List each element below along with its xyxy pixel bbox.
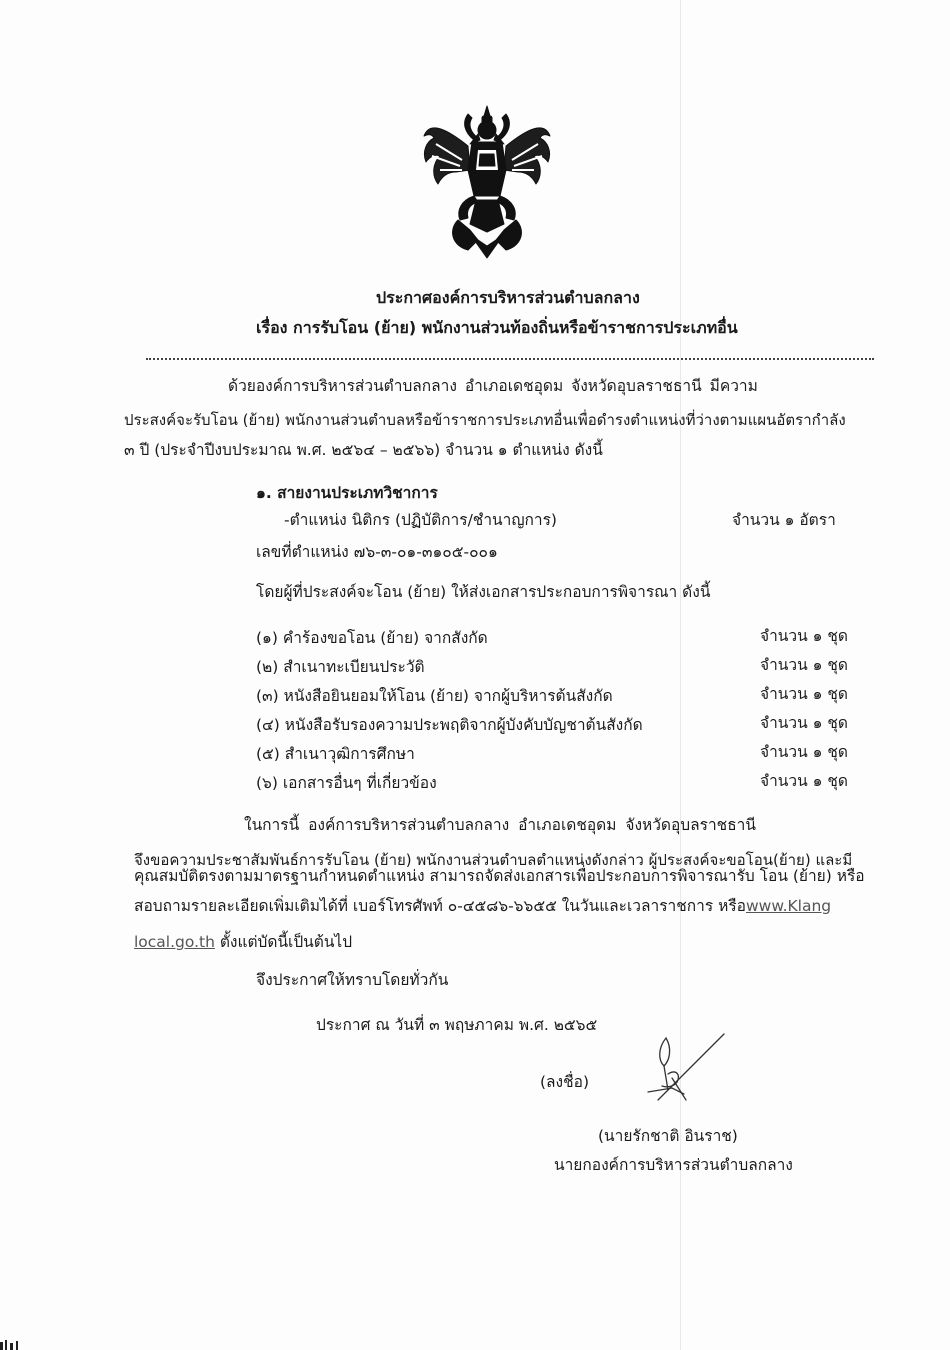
documents-intro: โดยผู้ที่ประสงค์จะโอน (ย้าย) ให้ส่งเอกสารประกอบการพิจารณา ดังนี้ [256, 583, 711, 601]
closing-line-4 [134, 896, 831, 916]
closing-line-3: คุณสมบัติตรงตามมาตรฐานกำหนดตำแหน่ง สามารถจัดส่งเอกสารเพื่อประกอบการพิจารณารับ โอน (ย้าย) หรือ [134, 867, 865, 885]
closing-line-5-text: ตั้งแต่บัดนี้เป็นต้นไป [214, 933, 353, 951]
closing-line-1: ในการนี้ องค์การบริหารส่วนตำบลกลาง อำเภอเดชอุดม จังหวัดอุบลราชธานี [244, 816, 756, 834]
intro-line-1: ด้วยองค์การบริหารส่วนตำบลกลาง อำเภอเดชอุดม จังหวัดอุบลราชธานี มีความ [228, 377, 758, 395]
document-item-label: (๖) เอกสารอื่นๆ ที่เกี่ยวข้อง [256, 774, 437, 792]
document-item-count: จำนวน ๑ ชุด [760, 656, 848, 674]
position-count: จำนวน ๑ อัตรา [732, 511, 836, 529]
announce-date: ประกาศ ณ วันที่ ๓ พฤษภาคม พ.ศ. ๒๕๖๕ [316, 1016, 598, 1034]
document-item-label: (๕) สำเนาวุฒิการศึกษา [256, 745, 415, 763]
document-item-label: (๑) คำร้องขอโอน (ย้าย) จากสังกัด [256, 629, 488, 647]
closing-line-5 [134, 932, 352, 952]
position-heading: ๑. สายงานประเภทวิชาการ [256, 484, 438, 502]
document-item-count: จำนวน ๑ ชุด [760, 685, 848, 703]
intro-line-3: ๓ ปี (ประจำปีงบประมาณ พ.ศ. ๒๕๖๔ – ๒๕๖๖) จำนวน ๑ ตำแหน่ง ดังนี้ [124, 441, 603, 459]
document-item-label: (๔) หนังสือรับรองความประพฤติจากผู้บังคับบัญชาต้นสังกัด [256, 716, 643, 734]
signatory-name: (นายรักชาติ อินราช) [598, 1127, 738, 1145]
position-name: -ตำแหน่ง นิติกร (ปฏิบัติการ/ชำนาญการ) [284, 511, 557, 529]
document-item-count: จำนวน ๑ ชุด [760, 743, 848, 761]
announcement-subject: เรื่อง การรับโอน (ย้าย) พนักงานส่วนท้องถิ่นหรือข้าราชการประเภทอื่น [256, 318, 738, 337]
announce-line: จึงประกาศให้ทราบโดยทั่วกัน [256, 971, 449, 989]
document-item-count: จำนวน ๑ ชุด [760, 627, 848, 645]
document-item-label: (๒) สำเนาทะเบียนประวัติ [256, 658, 425, 676]
position-number: เลขที่ตำแหน่ง ๗๖-๓-๐๑-๓๑๐๕-๐๐๑ [256, 543, 498, 561]
handwritten-signature-icon [628, 1030, 728, 1105]
document-item-count: จำนวน ๑ ชุด [760, 772, 848, 790]
announcement-title: ประกาศองค์การบริหารส่วนตำบลกลาง [376, 288, 640, 307]
sign-label: (ลงชื่อ) [540, 1073, 589, 1091]
dotted-divider [146, 358, 874, 360]
closing-line-4-text: สอบถามรายละเอียดเพิ่มเติมได้ที่ เบอร์โทรศัพท์ ๐-๔๕๘๖-๖๖๕๕ ในวันและเวลาราชการ หรือ [134, 897, 746, 915]
signatory-title: นายกองค์การบริหารส่วนตำบลกลาง [554, 1156, 793, 1174]
intro-line-2: ประสงค์จะรับโอน (ย้าย) พนักงานส่วนตำบลหรือข้าราชการประเภทอื่นเพื่อดำรงตำแหน่งที่ว่างตามแผนอัตรากำลัง [124, 411, 846, 429]
website-link-part-1[interactable]: www.Klang [745, 897, 832, 915]
scan-fold-line [680, 0, 681, 1350]
closing-line-2: จึงขอความประชาสัมพันธ์การรับโอน (ย้าย) พนักงานส่วนตำบลตำแหน่งดังกล่าว ผู้ประสงค์จะขอโอน(ย้าย) และมี [134, 851, 853, 869]
website-link-part-2[interactable]: local.go.th [134, 933, 215, 951]
document-item-label: (๓) หนังสือยินยอมให้โอน (ย้าย) จากผู้บริหารต้นสังกัด [256, 687, 613, 705]
scan-edge-mark [0, 1338, 40, 1350]
document-item-count: จำนวน ๑ ชุด [760, 714, 848, 732]
garuda-emblem-icon [418, 100, 556, 260]
